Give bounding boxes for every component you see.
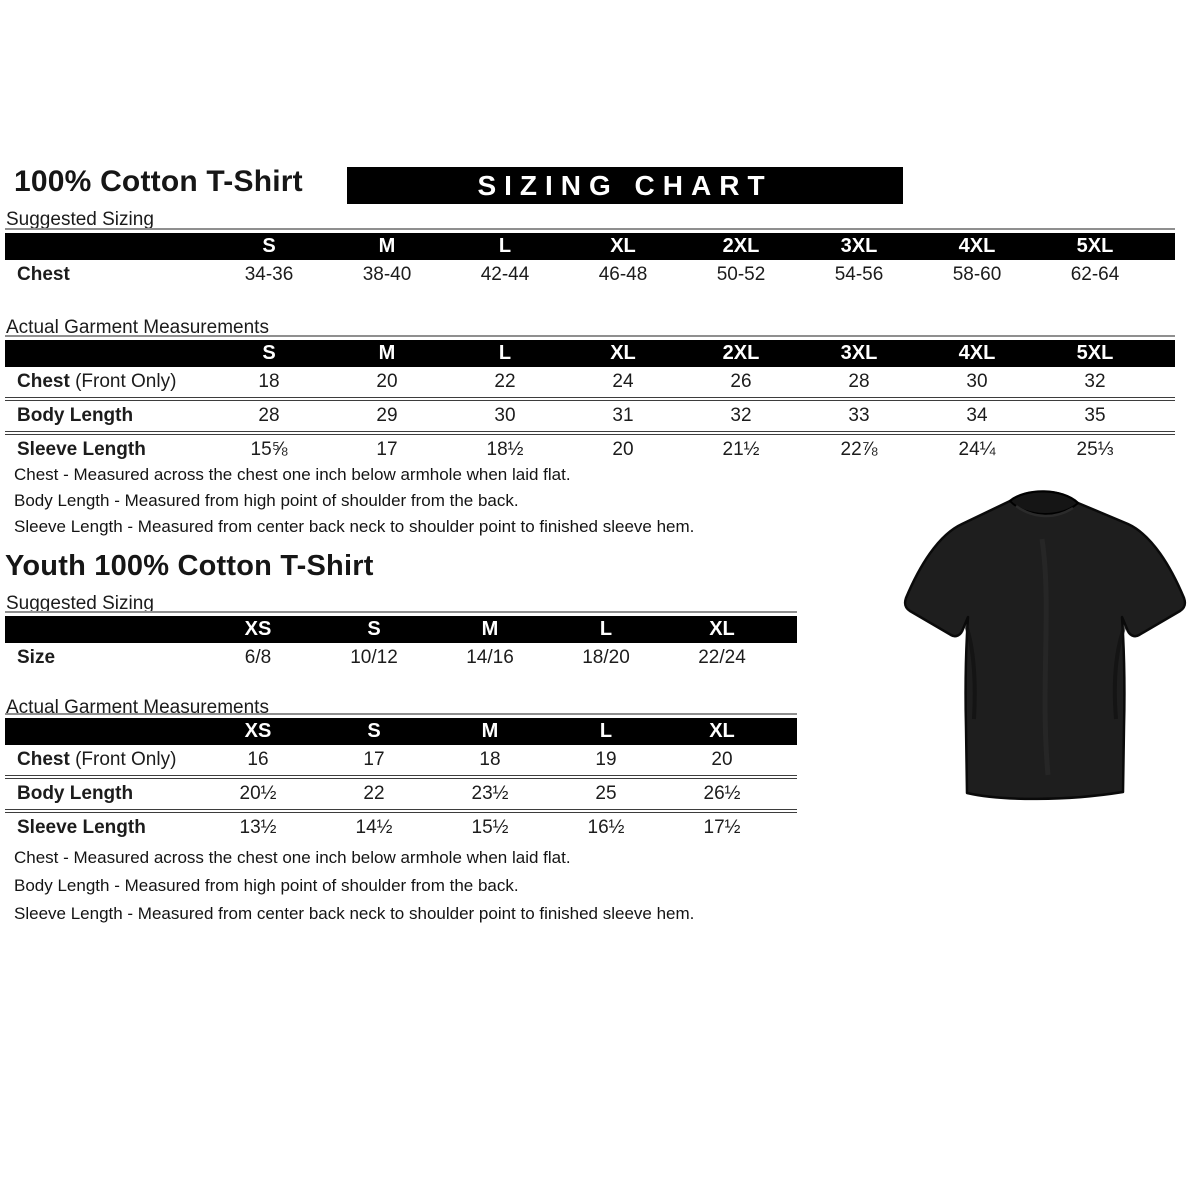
size-column-header: M (378, 235, 396, 257)
size-column-header: S (367, 618, 381, 640)
size-column-header: S (367, 720, 381, 742)
measurement-value: 31 (612, 405, 634, 426)
measurement-value: 10/12 (350, 647, 398, 668)
measurement-value: 15½ (471, 817, 509, 838)
youth-suggested-sizing-label: Suggested Sizing (6, 593, 154, 614)
measurement-value: 17 (376, 439, 398, 460)
measurement-value: 34 (966, 405, 988, 426)
measurement-value: 29 (376, 405, 398, 426)
measurement-value: 32 (730, 405, 752, 426)
size-column-header: 4XL (958, 235, 996, 257)
measurement-row (5, 431, 1175, 465)
measurement-value: 32 (1084, 371, 1106, 392)
youth-actual-measurements-label: Actual Garment Measurements (6, 697, 269, 718)
adult-suggested-sizing-table (5, 228, 1175, 290)
measurement-value: 28 (848, 371, 870, 392)
measurement-value: 22⅞ (840, 439, 878, 460)
adult-suggested-sizing-label: Suggested Sizing (6, 209, 154, 230)
size-column-header: XS (244, 618, 272, 640)
row-label: Chest (Front Only) (17, 749, 177, 770)
size-header-row (5, 616, 797, 643)
measurement-row (5, 643, 797, 673)
adult-measurement-notes (14, 462, 694, 540)
measurement-value: 25 (595, 783, 617, 804)
adult-section-title: 100% Cotton T-Shirt (14, 165, 303, 198)
measurement-value: 20 (376, 371, 398, 392)
size-column-header: S (262, 235, 276, 257)
measurement-value: 28 (258, 405, 280, 426)
youth-measurement-notes (14, 844, 694, 928)
size-column-header: M (481, 618, 499, 640)
measurement-value: 17 (363, 749, 385, 770)
measurement-value: 34-36 (244, 264, 294, 285)
measurement-value: 18/20 (582, 647, 630, 668)
measurement-row (5, 260, 1175, 290)
size-header-row (5, 340, 1175, 367)
measurement-value: 6/8 (244, 647, 272, 668)
tshirt-image (892, 477, 1198, 827)
measurement-value: 62-64 (1070, 264, 1120, 285)
size-column-header: L (599, 618, 613, 640)
measurement-value: 21½ (722, 439, 760, 460)
row-label: Body Length (17, 783, 134, 804)
size-column-header: S (262, 342, 276, 364)
measurement-value: 18 (479, 749, 501, 770)
size-column-header: L (498, 342, 512, 364)
size-header-row (5, 718, 797, 745)
measurement-value: 14½ (355, 817, 393, 838)
row-label: Size (17, 647, 56, 668)
measurement-row (5, 775, 797, 809)
measurement-value: 15⅝ (250, 439, 288, 460)
note-line: Sleeve Length - Measured from center back neck to shoulder point to finished sleeve hem. (14, 517, 695, 536)
measurement-value: 18½ (486, 439, 524, 460)
youth-suggested-sizing-table (5, 611, 797, 673)
measurement-value: 30 (966, 371, 988, 392)
size-column-header: M (378, 342, 396, 364)
measurement-value: 16½ (587, 817, 625, 838)
size-column-header: 5XL (1076, 235, 1114, 257)
sizing-chart-banner-text: SIZING CHART (477, 169, 773, 201)
size-column-header: XL (610, 342, 636, 364)
note-line: Chest - Measured across the chest one inch below armhole when laid flat. (14, 465, 571, 484)
row-label: Chest (17, 264, 70, 285)
measurement-value: 54-56 (834, 264, 884, 285)
youth-actual-measurements-table (5, 713, 797, 843)
measurement-value: 42-44 (480, 264, 530, 285)
size-column-header: L (498, 235, 512, 257)
measurement-value: 35 (1084, 405, 1106, 426)
measurement-value: 18 (258, 371, 280, 392)
row-label: Chest (Front Only) (17, 371, 177, 392)
measurement-value: 25⅓ (1076, 439, 1114, 460)
measurement-value: 38-40 (362, 264, 412, 285)
measurement-value: 26 (730, 371, 752, 392)
measurement-value: 22/24 (698, 647, 746, 668)
size-column-header: L (599, 720, 613, 742)
measurement-value: 13½ (239, 817, 277, 838)
measurement-value: 23½ (471, 783, 509, 804)
measurement-value: 24 (612, 371, 634, 392)
measurement-value: 24¼ (958, 439, 996, 460)
note-line: Body Length - Measured from high point of shoulder from the back. (14, 876, 519, 895)
size-column-header: M (481, 720, 499, 742)
sizing-chart-banner (347, 167, 903, 204)
size-column-header: 2XL (722, 342, 760, 364)
measurement-value: 17½ (703, 817, 741, 838)
size-column-header: 2XL (722, 235, 760, 257)
measurement-value: 26½ (703, 783, 741, 804)
row-label: Sleeve Length (17, 817, 146, 838)
measurement-row (5, 809, 797, 843)
measurement-value: 14/16 (466, 647, 514, 668)
measurement-value: 58-60 (952, 264, 1002, 285)
size-column-header: XS (244, 720, 272, 742)
measurement-value: 20½ (239, 783, 277, 804)
adult-actual-measurements-label: Actual Garment Measurements (6, 317, 269, 338)
size-column-header: XL (709, 720, 735, 742)
note-line: Sleeve Length - Measured from center back neck to shoulder point to finished sleeve hem. (14, 904, 695, 923)
measurement-value: 20 (612, 439, 634, 460)
measurement-value: 16 (247, 749, 269, 770)
size-column-header: 3XL (840, 342, 878, 364)
measurement-row (5, 367, 1175, 397)
row-label: Body Length (17, 405, 134, 426)
measurement-row (5, 397, 1175, 431)
size-column-header: XL (709, 618, 735, 640)
measurement-value: 46-48 (598, 264, 648, 285)
measurement-value: 19 (595, 749, 617, 770)
size-column-header: XL (610, 235, 636, 257)
note-line: Body Length - Measured from high point of shoulder from the back. (14, 491, 519, 510)
measurement-value: 22 (363, 783, 385, 804)
row-label: Sleeve Length (17, 439, 146, 460)
size-column-header: 3XL (840, 235, 878, 257)
size-header-row (5, 233, 1175, 260)
measurement-value: 30 (494, 405, 516, 426)
size-column-header: 5XL (1076, 342, 1114, 364)
measurement-value: 50-52 (716, 264, 766, 285)
measurement-row (5, 745, 797, 775)
measurement-value: 33 (848, 405, 870, 426)
measurement-value: 22 (494, 371, 516, 392)
youth-section-title: Youth 100% Cotton T-Shirt (5, 550, 374, 582)
adult-actual-measurements-table (5, 335, 1175, 465)
size-column-header: 4XL (958, 342, 996, 364)
note-line: Chest - Measured across the chest one inch below armhole when laid flat. (14, 848, 571, 867)
measurement-value: 20 (711, 749, 733, 770)
